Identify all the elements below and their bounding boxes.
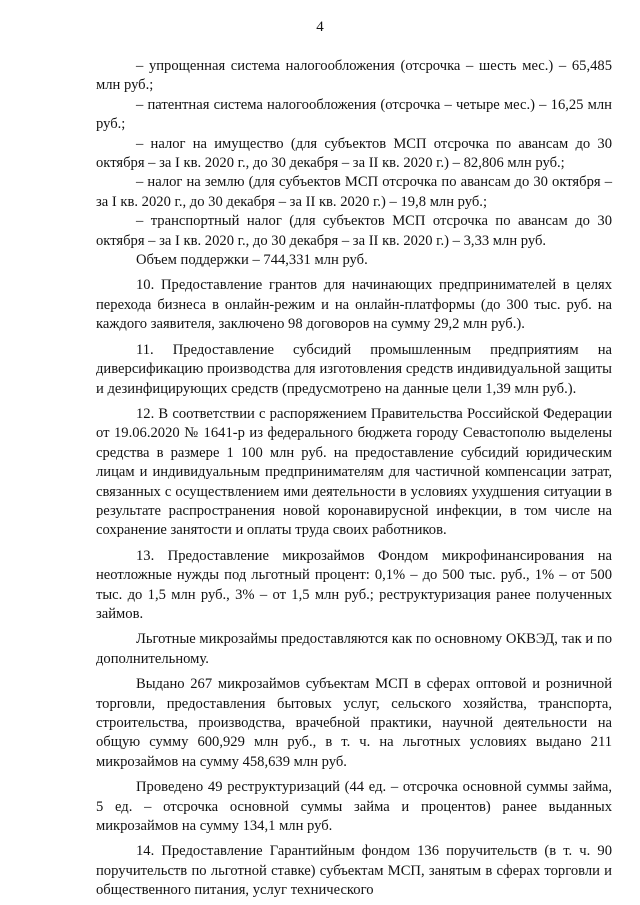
- list-item-land-tax: – налог на землю (для субъектов МСП отсрочка по авансам до 30 октября – за I кв. 2020 г., до 30 декабря – за II кв. 2020 г.) – 19,8 млн руб.;: [96, 174, 612, 210]
- restructurings: Проведено 49 реструктуризаций (44 ед. – отсрочка основной суммы займа, 5 ед. – отсрочка основной суммы займа и процентов) ранее выданных микрозаймов на сумму 134,1 млн руб.: [96, 779, 612, 835]
- list-item-property-tax: – налог на имущество (для субъектов МСП отсрочка по авансам до 30 октября – за I кв. 2020 г., до 30 декабря – за II кв. 2020 г.) – 82,806 млн руб.;: [96, 135, 612, 172]
- microloans-okved-note: Льготные микрозаймы предоставляются как по основному ОКВЭД, так и по дополнительному.: [96, 631, 612, 667]
- list-item-usn: – упрощенная система налогообложения (отсрочка – шесть мес.) – 65,485 млн руб.;: [96, 58, 612, 94]
- section-10-grants: 10. Предоставление грантов для начинающих предпринимателей в целях перехода бизнеса в онлайн-режим и на онлайн-платформы (до 300 тыс. руб. на каждого заявителя, заключено 98 договоров на сумму 29,2 млн руб.).: [96, 277, 612, 333]
- section-12-federal-funds: 12. В соответствии с распоряжением Правительства Российской Федерации от 19.06.2020 № 1641-р из федерального бюджета городу Севастополю выделены средства в размере 1 100 млн руб. на предоставление субсидий юридическим лицам и индивидуальным предпринимателям для частичной компенсации затрат, связанных с осуществлением ими деятельности в условиях ухудшения ситуации в результате распространения новой коронавирусной инфекции, в том числе на сохранение занятости и оплаты труда своих работников.: [96, 405, 612, 539]
- support-volume: Объем поддержки – 744,331 млн руб.: [136, 252, 368, 269]
- list-item-transport-tax: – транспортный налог (для субъектов МСП отсрочка по авансам до 30 октября – за I кв. 2020 г., до 30 декабря – за II кв. 2020 г.) – 3,33 млн руб.: [96, 213, 612, 249]
- body-text: [96, 57, 612, 901]
- section-14-guarantees: 14. Предоставление Гарантийным фондом 136 поручительств (в т. ч. 90 поручительств по льготной ставке) субъектам МСП, занятым в сферах торговли и общественного питания, услуг технического: [96, 843, 612, 899]
- section-13-microloans: 13. Предоставление микрозаймов Фондом микрофинансирования на неотложные нужды под льготный процент: 0,1% – до 500 тыс. руб., 1% – от 500 тыс. до 1,5 млн руб., 3% – от 1,5 млн руб.; реструктуризация ранее полученных займов.: [96, 547, 612, 622]
- microloans-issued: Выдано 267 микрозаймов субъектам МСП в сферах оптовой и розничной торговли, предоставления бытовых услуг, сельского хозяйства, транспорта, строительства, производства, врачебной практики, научной деятельности на общую сумму 600,929 млн руб., в т. ч. на льготных условиях выдано 211 микрозаймов на сумму 458,639 млн руб.: [96, 676, 612, 770]
- section-11-subsidies: 11. Предоставление субсидий промышленным предприятиям на диверсификацию производства для изготовления средств индивидуальной защиты и дезинфицирующих средств (предусмотрено на данные цели 1,39 млн руб.).: [96, 341, 612, 397]
- page-number: 4: [316, 19, 324, 35]
- list-item-patent: – патентная система налогообложения (отсрочка – четыре мес.) – 16,25 млн руб.;: [96, 96, 612, 133]
